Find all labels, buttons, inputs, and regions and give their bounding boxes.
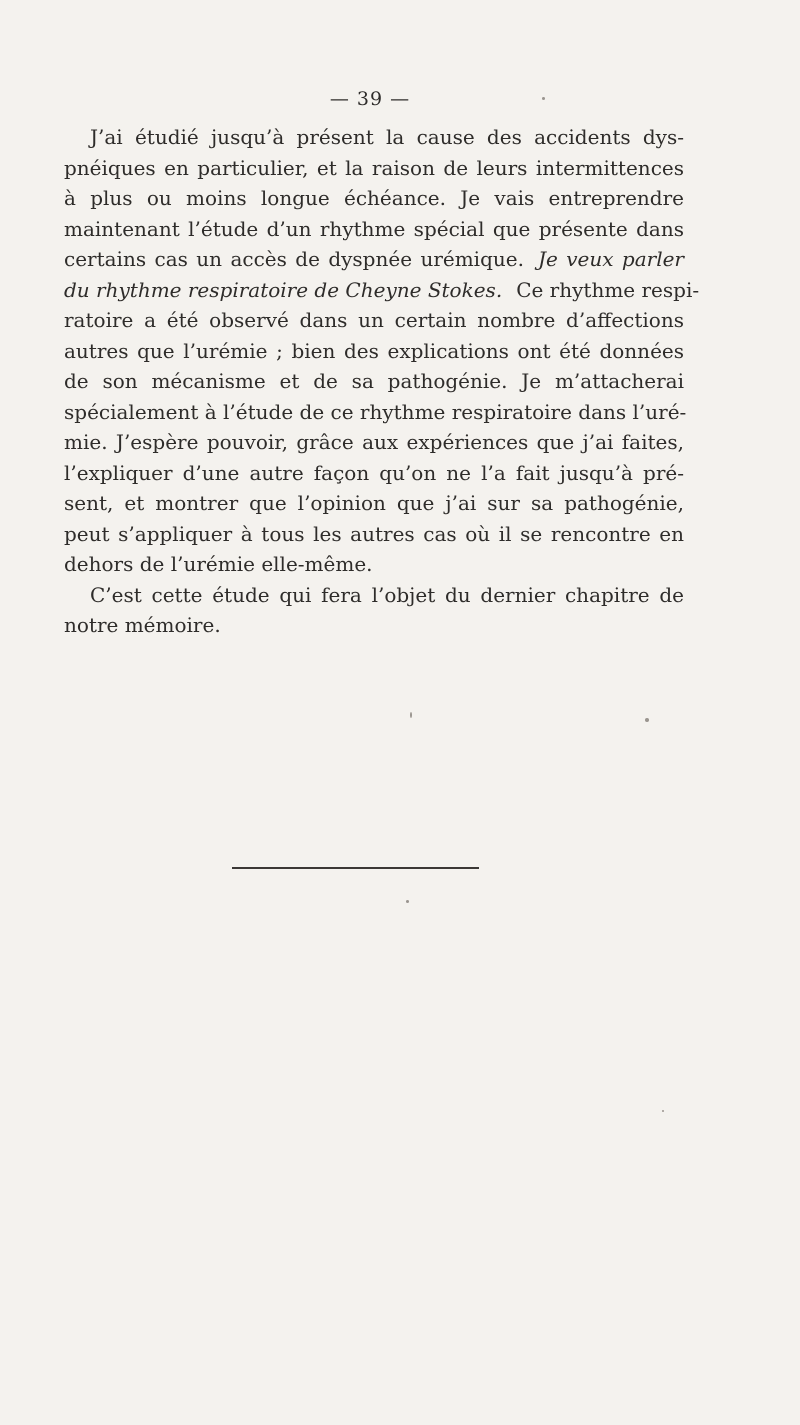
italic-text: Je veux parler — [537, 247, 684, 271]
text-line — [64, 244, 684, 275]
text-line: peut s’appliquer à tous les autres cas où il se rencontre en — [64, 521, 684, 546]
text-line — [64, 275, 700, 306]
text-line: J’ai étudié jusqu’à présent la cause des accidents dys- — [90, 125, 684, 149]
text-line: C’est cette étude qui fera l’objet du dernier chapitre de — [90, 582, 684, 607]
text-line: notre mémoire. — [64, 613, 221, 637]
paper-speck — [662, 1110, 664, 1112]
paper-speck — [542, 97, 545, 100]
text-line: mie. J’espère pouvoir, grâce aux expériences que j’ai faites, — [64, 430, 684, 454]
section-divider — [232, 867, 479, 869]
text-line: de son mécanisme et de sa pathogénie. Je m’attacherai — [64, 369, 684, 393]
text-line: ratoire a été observé dans un certain nombre d’affections — [64, 308, 684, 332]
text-line: sent, et montrer que l’opinion que j’ai sur sa pathogénie, — [64, 491, 684, 515]
paper-speck — [406, 900, 409, 903]
text-line: spécialement à l’étude de ce rhythme respiratoire dans l’uré- — [64, 399, 687, 424]
text-line: à plus ou moins longue échéance. Je vais entreprendre — [64, 186, 684, 210]
text-segment: Ce rhythme respi- — [516, 277, 700, 302]
italic-text: du rhythme respiratoire de Cheyne Stokes. — [64, 277, 503, 302]
text-line: pnéiques en particulier, et la raison de leurs intermittences — [64, 155, 684, 180]
paper-speck — [410, 712, 412, 718]
text-line: maintenant l’étude d’un rhythme spécial que présente dans — [64, 216, 684, 241]
text-line: dehors de l’urémie elle-même. — [64, 552, 373, 576]
text-line: l’expliquer d’une autre façon qu’on ne l’a fait jusqu’à pré- — [64, 460, 684, 485]
page-number: — 39 — — [329, 88, 411, 110]
paragraph-2 — [64, 580, 684, 641]
text-line: autres que l’urémie ; bien des explications ont été données — [64, 338, 684, 363]
text-segment: certains cas un accès de dyspnée urémique. — [64, 247, 524, 271]
paper-speck — [645, 718, 649, 722]
body-text — [64, 122, 700, 641]
paragraph-1 — [64, 122, 700, 580]
